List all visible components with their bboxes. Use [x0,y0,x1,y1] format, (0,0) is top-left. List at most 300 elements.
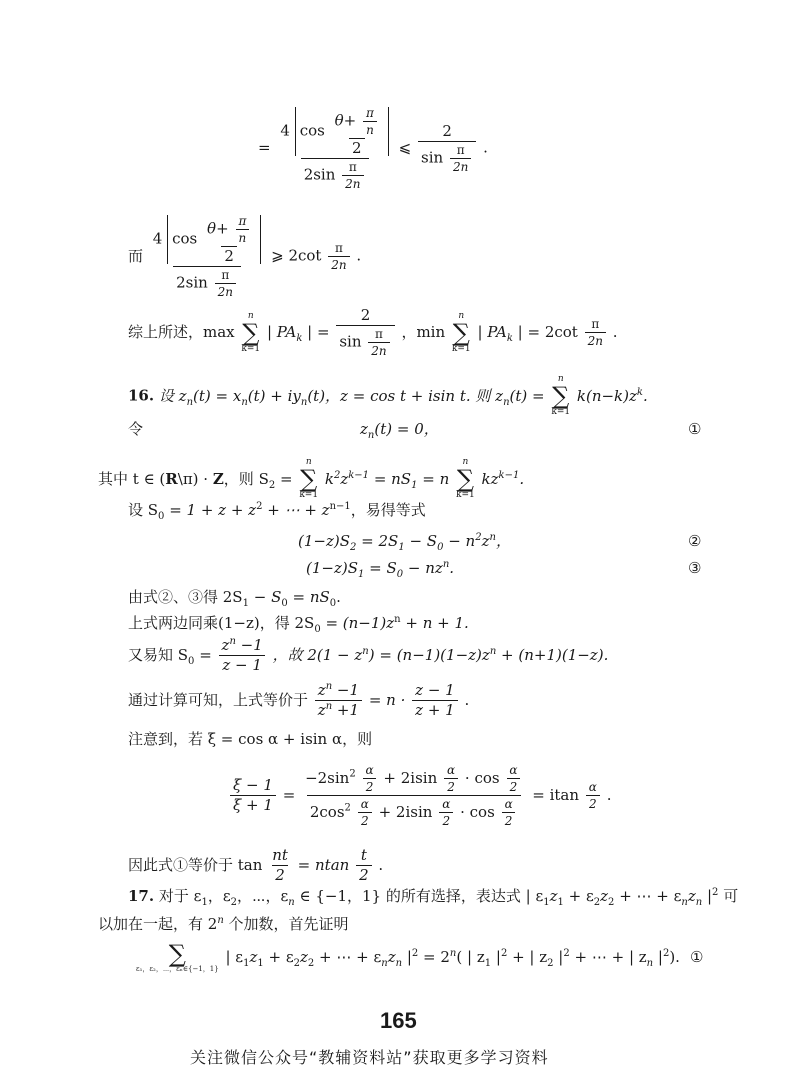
t3: ，则 S [223,469,269,488]
sub: 1 [243,958,250,969]
eq: (t) = 0， [374,420,439,438]
sup: n [442,559,450,570]
two: 2 [358,812,372,827]
t1: 2cos [309,803,345,821]
den: 2 [272,865,288,883]
sup: k−1 [348,469,370,481]
circle-num: ② [688,532,702,550]
sub: 2 [268,479,276,491]
cos-text: cos [172,229,198,248]
period: . [612,323,618,341]
t4: z [299,948,308,966]
sub: n [681,897,688,908]
t3: (t) + iy [247,386,301,405]
t6: k(n−k)z [576,386,637,405]
t2: + 2isin [378,803,433,821]
two: 2 [507,778,521,793]
abs-value [167,215,261,264]
max-fraction [336,308,394,357]
s0-line [128,501,426,522]
sup: k [636,386,643,398]
sum-symbol-2 [456,458,475,500]
derive-line-1 [128,588,341,609]
t8: + ⋯ + ε [614,887,682,905]
sum-symbol [299,458,318,500]
q-part1 [98,469,293,491]
summary-line [128,308,618,357]
sub: 2 [350,542,357,553]
equation-2 [298,532,511,553]
sum-top: n [458,310,465,321]
sub: 1 [398,542,405,553]
alpha-half-rhs [586,781,600,810]
abs-pa-2: | $PA_k$ | [477,323,523,344]
ling-equation [360,420,439,441]
footer-text: 关注微信公众号“教辅资料站”获取更多学习资料 [190,1048,549,1067]
sup: n [325,681,333,692]
sum-top: n [305,457,312,467]
page-number: 165 [380,1008,417,1033]
final-equation [134,942,680,973]
pi-over-2n-end [585,318,606,347]
t7: . [642,386,648,405]
two-n: 2n [585,332,606,347]
t1: 注意到，若 ξ = cos α + isin α，则 [128,730,373,748]
sup: n [229,636,236,647]
two-n: 2n [450,158,471,173]
sup: 2 [349,768,356,780]
t1: −2sin [305,769,350,787]
k-sub: k [506,333,513,344]
equals: = [282,786,296,804]
abs-pa: | $PA_k$ | [266,323,313,344]
p16-tail [577,387,648,405]
min-text: ，min [401,323,446,341]
sub: n [646,958,654,969]
sub: 2 [307,958,315,969]
den: 2 [356,865,372,883]
conclusion-line [128,848,383,883]
sup: 2 [256,501,263,512]
derive-line-5 [128,732,372,747]
sub: 1 [257,958,264,969]
t4: . [449,559,455,577]
sigma: ∑ [452,318,470,347]
sub: 2 [547,958,554,969]
sub: 0 [329,598,337,609]
alpha-half [444,764,458,793]
sup: 2 [712,887,719,898]
fraction-main [277,107,392,190]
big-den [307,795,521,827]
t3: · cos [460,803,495,821]
circle-num: ① [688,420,702,438]
t4: . [336,588,341,606]
denominator [173,266,241,298]
t7: z [600,887,609,905]
q-part2 [324,469,450,491]
two: 2 [502,812,516,827]
t1: 由式②、③得 2S [128,588,243,606]
problem-number: 17. [128,887,155,905]
sub: 2 [593,897,601,908]
fraction-rhs [418,124,476,173]
sub: n [381,958,388,969]
equation-line-2 [128,215,361,298]
sub: n [367,430,375,441]
cos-text: cos [299,121,325,140]
sub: n [288,897,295,908]
sup: 2 [411,948,419,959]
pi: π [334,241,343,255]
num [315,683,362,700]
derive-line-3 [128,638,608,673]
frac-zn [315,683,362,718]
sub: 2 [293,958,300,969]
sub: 0 [437,542,444,553]
sub: n [395,958,403,969]
sup: n [217,915,224,926]
two: 2 [221,246,237,264]
sup: k−1 [498,469,520,481]
sup: n [449,948,457,959]
problem-17-line-2 [98,917,349,932]
a: α [360,797,369,811]
sub: 1 [242,598,249,609]
num: 2 [360,306,371,324]
a: α [504,797,513,811]
t11: + | z [507,948,548,966]
big-num [302,764,525,795]
sin-text: sin [339,332,362,351]
inner-num [332,107,382,138]
sub: 2 [230,897,237,908]
t4: = [275,469,293,488]
final-expr [225,948,680,969]
num: t [360,846,367,864]
problem-16-line [128,375,648,417]
sup: 2 [662,948,670,959]
t5: k [324,469,334,488]
pa: PA [276,323,297,341]
z: z [317,681,326,699]
sup: n [489,646,497,657]
t6: z [387,948,396,966]
t2: = [194,646,212,664]
sum-top: n [557,374,564,384]
part2 [273,646,609,664]
sup: 2 [500,948,508,959]
den: z + 1 [412,700,458,718]
t4: (t)，z = cos t + isin t. 则 z [307,386,504,405]
derive-line-4 [128,683,469,718]
ntan: = ntan [297,856,350,874]
t3: ，故 2(1 − z [272,646,363,664]
pi-over-2n [368,328,389,357]
fraction-line2 [150,215,265,298]
t-half [356,848,372,883]
sup: 2 [344,802,351,814]
pa: PA [487,323,507,341]
alpha-half [363,764,377,793]
num: ξ − 1 [233,776,273,794]
t15: ). [669,948,680,966]
sub: n [695,897,703,908]
circle-num: ① [690,948,704,966]
t3: + n + 1. [400,614,469,632]
pi: π [366,106,374,120]
theta: θ+ [207,219,229,238]
period: . [464,691,470,709]
t8: = 2 [418,948,450,966]
two: 2 [439,812,453,827]
er-text: 而 [128,247,144,265]
den: ξ + 1 [230,795,276,813]
pi-over-2n [215,269,236,298]
sup: n [489,532,496,543]
numerator [150,215,265,266]
itan: = itan [532,786,580,804]
pi: π [591,317,600,331]
num: nt [272,846,288,864]
sub: 1 [543,897,550,908]
t2: 个加数，首先证明 [223,915,349,933]
t2: = 2S [356,532,399,550]
t4: ，易得等式 [350,501,426,519]
t7: = nS [369,469,412,488]
Z: Z [212,469,224,488]
sub: n [241,396,248,408]
a: α [588,780,597,794]
circled-1-final [690,950,703,965]
t3: + ε [263,948,294,966]
period: . [356,246,362,265]
sub: n [503,396,510,408]
alpha-half [439,798,453,827]
t1: (1−z)S [306,559,358,577]
equation-3 [306,559,455,580]
part1 [128,646,212,667]
sigma: ∑ [300,465,318,493]
t1: 上式两边同乘(1−z)，得 2S [128,614,315,632]
fraction-denominator [301,158,369,190]
circle-num: ③ [688,559,702,577]
two-n: 2n [342,175,363,190]
t14: | [653,948,663,966]
t7: | [402,948,412,966]
t1: 设 z [158,386,187,405]
sigma: ∑ [168,940,186,968]
theta: θ+ [334,111,357,130]
nt-half [269,848,291,883]
sup: n−1 [329,501,351,512]
sup: 2 [475,532,482,543]
t11: 可 [718,887,739,905]
pi: π [238,214,247,228]
t6: ， [495,532,511,550]
two: 2 [363,778,377,793]
den-text: 2sin [303,165,336,184]
n: n [363,121,377,136]
t2: = 1 + z + z [164,501,257,519]
q-part3 [482,470,525,488]
sub: 1 [557,897,564,908]
period: . [483,138,488,157]
eq-n: = n · [368,691,406,709]
sub: 0 [396,569,404,580]
sub: 1 [358,569,365,580]
a: α [442,797,451,811]
xi-fraction [230,778,276,813]
sup: n [362,646,369,657]
t13: + ⋯ + | z [569,948,647,966]
sub: n [300,396,308,408]
t10: | [491,948,501,966]
p1: +1 [332,701,360,719]
coef: 4 [280,121,290,140]
pi-over-2n-rhs [450,144,471,173]
sup: 2 [563,948,570,959]
n: n [236,229,250,244]
two-n: 2n [368,342,389,357]
alpha-half [502,798,516,827]
xi-equation [228,764,611,827]
period: . [378,856,384,874]
geq-cot: ⩾ 2cot [271,246,322,265]
den: z − 1 [219,655,265,673]
equation-line-1 [258,107,488,190]
sub: 1 [484,958,492,969]
a: α [365,763,374,777]
t3: = nS [287,588,330,606]
t5: (t) = [509,386,545,405]
two: 2 [586,795,600,810]
t3: − S [404,532,438,550]
a: α [509,763,518,777]
sum-bottom: k=1 [299,490,319,500]
inner-fraction [204,215,254,264]
alpha-half [506,764,520,793]
inner-fraction [332,107,382,156]
sigma: ∑ [242,318,260,347]
z: z [317,701,326,719]
t12: | [553,948,564,966]
t2: + 2isin [383,769,438,787]
t1: 以加在一起，有 2 [98,915,218,933]
pi-over-2n [342,161,363,190]
t2: − S [248,588,282,606]
t6: + ε [563,887,594,905]
big-fraction [302,764,525,827]
t9: z [687,887,696,905]
z: z [221,636,230,654]
t10: | [702,887,713,905]
rhs-den [418,141,476,173]
two: 2 [444,778,458,793]
pi: π [348,160,357,174]
t5: + ⋯ + ε [314,948,382,966]
t2: ，ε [207,887,231,905]
sum-bottom: ε₁，ε₂，⋯，εₙ∈{−1，1} [136,965,219,973]
sup: 2 [333,469,341,481]
sup: n [325,701,333,712]
t2: = (n−1)z [320,614,395,632]
t1: 其中 t ∈ ( [98,469,166,488]
t3: · cos [464,769,500,787]
m1: −1 [332,681,360,699]
sub: 1 [201,897,208,908]
pi: π [221,268,230,282]
pi-over-n [363,107,377,136]
m1: −1 [235,636,263,654]
t1: 设 S [128,501,159,519]
t4: − n [443,532,476,550]
sub: 0 [314,624,321,635]
sub: n [186,396,194,408]
rhs-num: 2 [442,122,452,140]
sigma: ∑ [552,382,570,410]
ling-line [128,422,143,437]
t1: 又易知 S [128,646,189,664]
a: α [447,763,456,777]
circled-2 [688,534,701,549]
equals: = [317,323,330,341]
circled-3 [688,561,701,576]
sub: 2 [608,897,615,908]
t1: 对于 ε [158,887,202,905]
two: 2 [349,138,365,156]
R: R [165,469,178,488]
den [315,700,362,718]
sub: 0 [158,511,165,522]
s0-fraction [219,638,266,673]
sin-text: sin [421,148,444,167]
t1: | ε [225,948,244,966]
t1: 通过计算可知，上式等价于 [128,691,309,709]
t4: ) = (n−1)(1−z)z [368,646,490,664]
t1: (1−z)S [298,532,350,550]
ling-text: 令 [128,420,144,438]
t9: kz [481,469,499,488]
sum-bottom: k=1 [551,407,571,417]
t2: z [249,948,258,966]
sum-symbol-2 [452,312,471,354]
sum-symbol [241,312,260,354]
t8: = n [417,469,450,488]
frac-z [412,683,458,718]
derive-line-2 [128,614,469,635]
two-n: 2n [215,283,236,298]
problem-number: 16. [128,386,155,405]
t2: (t) = x [193,386,242,405]
z: z [360,420,368,438]
sum-top: n [247,310,254,321]
k-sub: k [296,333,303,344]
coef: 4 [152,229,163,248]
t2: = S [364,559,397,577]
two-n: 2n [328,256,349,271]
t4: ∈ {−1，1} 的所有选择，表达式 | ε [294,887,544,905]
sum-bottom: k=1 [456,490,475,500]
sum-bottom: k=1 [451,343,471,354]
sub: 0 [188,656,195,667]
t5: z [481,532,490,550]
sum-top: n [462,457,469,467]
pi-over-n [235,215,249,244]
den-text: 2sin [176,273,208,292]
t1: 因此式①等价于 tan [128,856,263,874]
sum-symbol [136,942,219,973]
